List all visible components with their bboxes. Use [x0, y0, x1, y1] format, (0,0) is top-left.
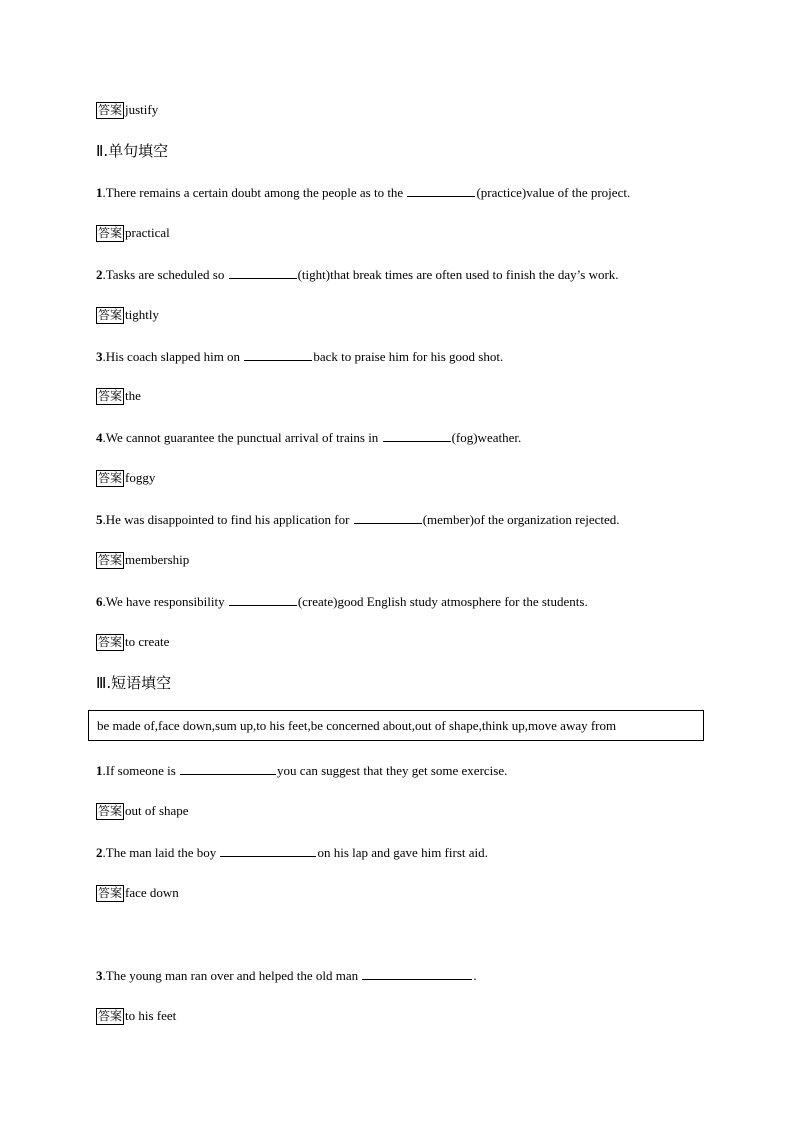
answer-blank: [407, 183, 475, 197]
question-text: .He was disappointed to find his application for: [102, 512, 353, 527]
answer-text: justify: [125, 102, 159, 117]
answer-line: [96, 224, 170, 242]
question-number: 2: [96, 267, 103, 282]
answer-text: membership: [125, 552, 190, 567]
question-text: .The man laid the boy: [102, 845, 220, 860]
answer-line: [96, 802, 189, 820]
question-text: you can suggest that they get some exercise.: [277, 763, 508, 778]
answer-blank: [383, 428, 451, 442]
question-number: 2: [96, 845, 103, 860]
answer-text: practical: [125, 225, 170, 240]
answer-tag: 答案: [98, 389, 123, 403]
answer-text: face down: [125, 885, 179, 900]
question-number: 4: [96, 430, 103, 445]
answer-tag: 答案: [98, 635, 123, 649]
answer-tag: 答案: [98, 226, 123, 240]
question-text: (member)of the organization rejected.: [422, 512, 620, 527]
question-text: (tight)that break times are often used to finish the day’s work.: [297, 267, 619, 282]
answer-text: to his feet: [125, 1008, 177, 1023]
answer-blank: [362, 966, 472, 980]
answer-line: [96, 306, 159, 324]
question-line: [96, 592, 588, 611]
answer-text: foggy: [125, 470, 156, 485]
question-text: .We have responsibility: [102, 594, 228, 609]
answer-line: [96, 1007, 176, 1025]
question-line: [96, 347, 503, 366]
question-number: 3: [96, 349, 103, 364]
answer-tag: 答案: [98, 553, 123, 567]
answer-tag: 答案: [98, 886, 123, 900]
section-heading: Ⅲ.短语填空: [96, 674, 172, 692]
question-number: 5: [96, 512, 103, 527]
answer-blank: [180, 761, 276, 775]
question-text: .The young man ran over and helped the old man: [102, 968, 362, 983]
question-line: [96, 843, 488, 862]
question-line: [96, 428, 521, 447]
question-text: on his lap and gave him first aid.: [317, 845, 488, 860]
question-number: 6: [96, 594, 103, 609]
question-line: [96, 265, 619, 284]
question-text: (create)good English study atmosphere for the students.: [297, 594, 588, 609]
answer-line: [96, 469, 155, 487]
answer-line: [96, 551, 189, 569]
question-text: (practice)value of the project.: [476, 185, 631, 200]
question-number: 1: [96, 763, 103, 778]
question-text: .Tasks are scheduled so: [102, 267, 228, 282]
phrase-bank-box: [88, 710, 704, 741]
answer-blank: [244, 347, 312, 361]
question-line: [96, 510, 620, 529]
question-text: .If someone is: [102, 763, 180, 778]
question-text: .There remains a certain doubt among the people as to the: [102, 185, 407, 200]
question-number: 1: [96, 185, 103, 200]
phrase-bank: be made of,face down,sum up,to his feet,be concerned about,out of shape,think up,move away from: [97, 718, 617, 733]
answer-line: [96, 387, 141, 405]
answer-line: [96, 884, 179, 902]
answer-tag: 答案: [98, 804, 123, 818]
answer-text: the: [125, 388, 141, 403]
answer-text: out of shape: [125, 803, 189, 818]
question-text: .: [473, 968, 477, 983]
answer-blank: [229, 592, 297, 606]
question-line: [96, 183, 630, 202]
question-text: back to praise him for his good shot.: [313, 349, 504, 364]
answer-blank: [220, 843, 316, 857]
answer-tag: 答案: [98, 1009, 123, 1023]
answer-line: [96, 101, 158, 119]
question-text: (fog)weather.: [451, 430, 522, 445]
answer-line: [96, 633, 169, 651]
answer-text: tightly: [125, 307, 159, 322]
question-text: .His coach slapped him on: [102, 349, 244, 364]
question-line: [96, 966, 477, 985]
answer-tag: 答案: [98, 308, 123, 322]
answer-blank: [229, 265, 297, 279]
answer-tag: 答案: [98, 471, 123, 485]
answer-tag: 答案: [98, 103, 123, 117]
question-number: 3: [96, 968, 103, 983]
section-heading: Ⅱ.单句填空: [96, 142, 169, 160]
question-line: [96, 761, 507, 780]
answer-blank: [354, 510, 422, 524]
answer-text: to create: [125, 634, 170, 649]
question-text: .We cannot guarantee the punctual arrival of trains in: [102, 430, 382, 445]
